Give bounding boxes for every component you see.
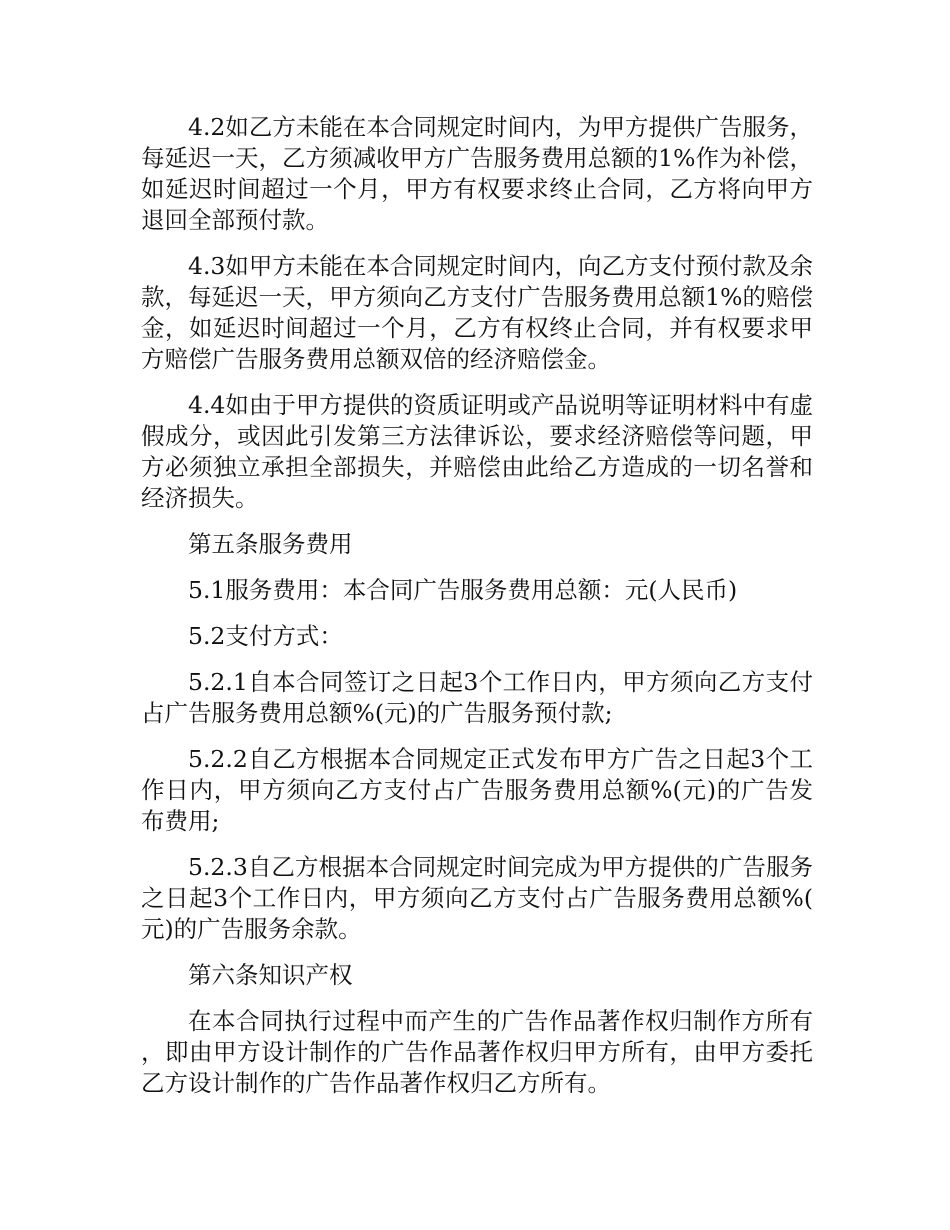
clause-4-3-paragraph: 4.3如甲方未能在本合同规定时间内，向乙方支付预付款及余款，每延迟一天，甲方须向乙方支付广告服务费用总额1%的赔偿金，如延迟时间超过一个月，乙方有权终止合同，并有权要求甲方赔偿广告服务费用总额双倍的经济赔偿金。 [141, 252, 813, 373]
article-6-paragraph: 在本合同执行过程中而产生的广告作品著作权归制作方所有，即由甲方设计制作的广告作品著作权归甲方所有，由甲方委托乙方设计制作的广告作品著作权归乙方所有。 [141, 1007, 813, 1097]
article-5-heading: 第五条服务费用 [188, 530, 353, 558]
clause-5-2-3-paragraph: 5.2.3自乙方根据本合同规定时间完成为甲方提供的广告服务之日起3个工作日内，甲方须向乙方支付占广告服务费用总额%(元)的广告服务余款。 [141, 853, 813, 943]
document-body [141, 112, 813, 1114]
article-6-heading: 第六条知识产权 [188, 961, 353, 989]
clause-5-2-2-paragraph: 5.2.2自乙方根据本合同规定正式发布甲方广告之日起3个工作日内，甲方须向乙方支付占广告服务费用总额%(元)的广告发布费用; [141, 745, 813, 835]
clause-5-1-paragraph: 5.1服务费用：本合同广告服务费用总额：元(人民币) [188, 576, 738, 604]
clause-4-2-paragraph: 4.2如乙方未能在本合同规定时间内，为甲方提供广告服务，每延迟一天，乙方须减收甲方广告服务费用总额的1%作为补偿，如延迟时间超过一个月，甲方有权要求终止合同，乙方将向甲方退回全部预付款。 [141, 113, 813, 234]
clause-4-4-paragraph: 4.4如由于甲方提供的资质证明或产品说明等证明材料中有虚假成分，或因此引发第三方法律诉讼，要求经济赔偿等问题，甲方必须独立承担全部损失，并赔偿由此给乙方造成的一切名誉和经济损失。 [141, 391, 813, 512]
clause-5-2-1-paragraph: 5.2.1自本合同签订之日起3个工作日内，甲方须向乙方支付占广告服务费用总额%(元)的广告服务预付款; [141, 668, 813, 727]
clause-5-2-paragraph: 5.2支付方式： [188, 622, 343, 650]
